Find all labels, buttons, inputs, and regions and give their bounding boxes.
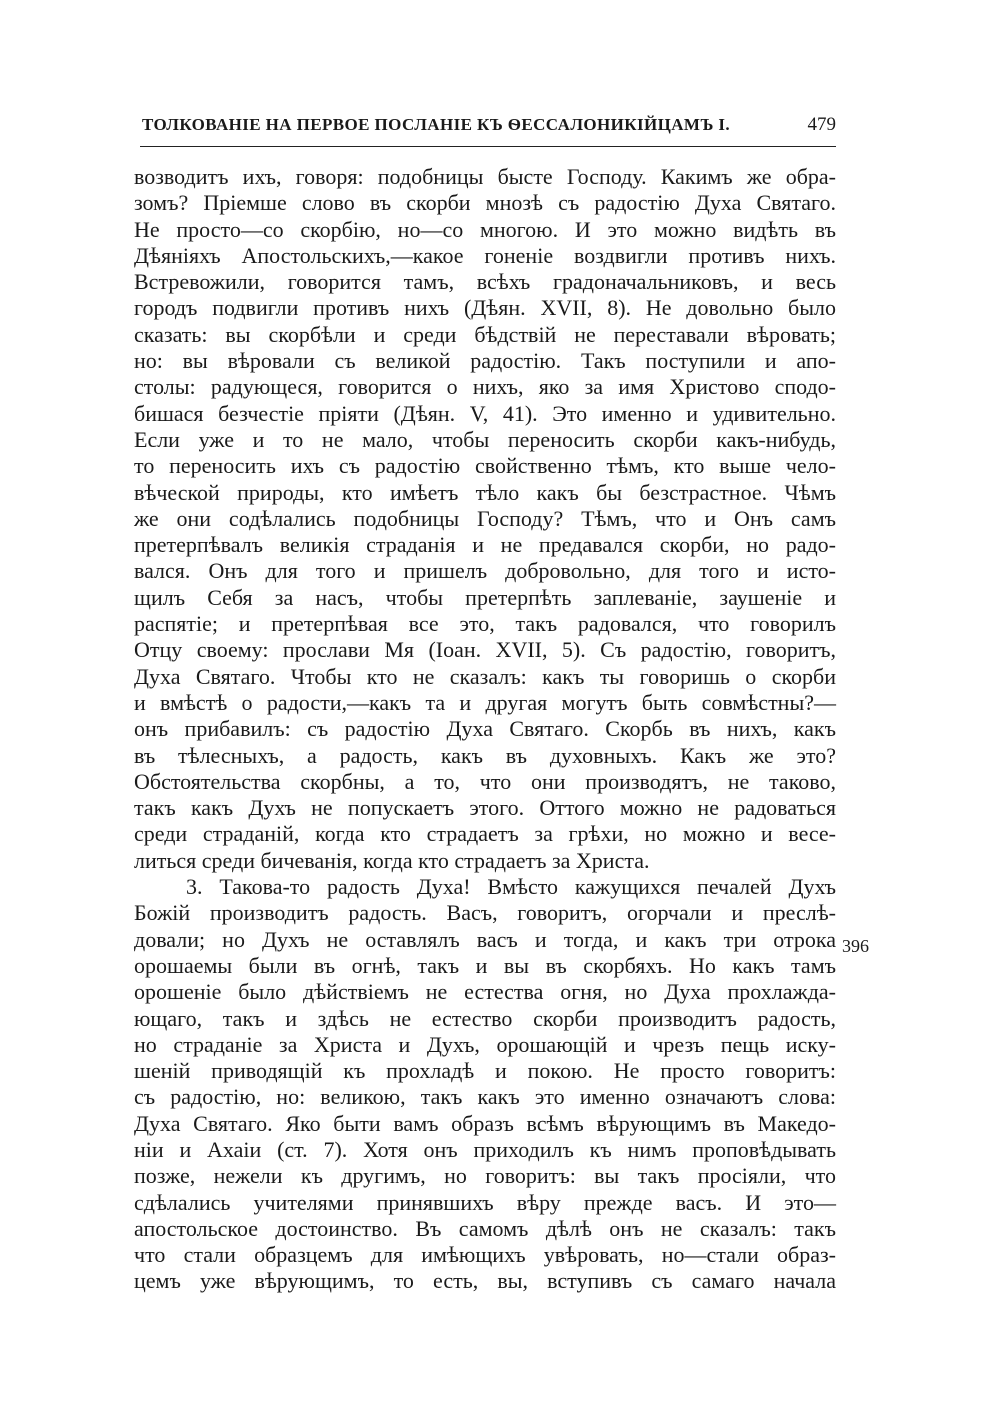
text-line: зомъ? Пріемше слово въ скорби мнозѣ съ радостію Духа Святаго.	[134, 190, 836, 216]
text-line: литься среди бичеванія, когда кто страдаетъ за Христа.	[134, 847, 650, 873]
text-line: Дѣяніяхъ Апостольскихъ,—какое гоненіе воздвигли противъ нихъ.	[134, 242, 836, 268]
text-line: ющаго, такъ и здѣсь не естество скорби производитъ радость,	[134, 1005, 836, 1031]
text-line: Божій производитъ радость. Васъ, говоритъ, огорчали и преслѣ-	[134, 900, 836, 926]
text-line: позже, нежели къ другимъ, но говоритъ: вы такъ просіяли, что	[134, 1163, 836, 1189]
text-line: онъ прибавилъ: съ радостію Духа Святаго. Скорбь въ нихъ, какъ	[134, 716, 836, 742]
running-header	[142, 114, 836, 136]
text-line: въ тѣлесныхъ, а радость, какъ въ духовныхъ. Какъ же это?	[134, 742, 836, 768]
text-line: и вмѣстѣ о радости,—какъ та и другая могутъ быть совмѣстны?—	[134, 689, 836, 715]
margin-page-reference: 396	[842, 936, 869, 956]
text-line: но: вы вѣровали съ великой радостію. Такъ поступили и апо-	[134, 348, 836, 374]
text-line: Отцу своему: прослави Мя (Іоан. XVII, 5). Съ радостію, говоритъ,	[134, 637, 836, 663]
text-line: Не просто—со скорбію, но—со многою. И это можно видѣть въ	[134, 216, 836, 242]
text-line: вался. Онъ для того и пришелъ добровольно, для того и исто-	[134, 558, 836, 584]
text-line: Встревожили, говорится тамъ, всѣхъ градоначальниковъ, и весь	[134, 269, 836, 295]
paragraph-start-line: 3. Такова-то радость Духа! Вмѣсто кажущихся печалей Духъ	[186, 874, 836, 900]
text-line: ніи и Ахаіи (ст. 7). Хотя онъ приходилъ къ нимъ проповѣдывать	[134, 1136, 836, 1162]
text-line: такъ какъ Духъ не попускаетъ этого. Оттого можно не радоваться	[134, 795, 836, 821]
text-line: Духа Святаго. Чтобы кто не сказалъ: какъ ты говоришь о скорби	[134, 663, 836, 689]
text-line: сказать: вы скорбѣли и среди бѣдствій не переставали вѣровать;	[134, 321, 836, 347]
text-line: распятіе; и претерпѣвая все это, такъ радовался, что говорилъ	[134, 611, 836, 637]
text-line: вѣческой природы, кто имѣетъ тѣло какъ бы безстрастное. Чѣмъ	[134, 479, 836, 505]
text-line: апостольское достоинство. Въ самомъ дѣлѣ онъ не сказалъ: такъ	[134, 1215, 836, 1241]
text-line: Обстоятельства скорбны, а то, что они производятъ, не таково,	[134, 768, 836, 794]
text-line: Если уже и то не мало, чтобы переносить скорби какъ-нибудь,	[134, 426, 836, 452]
text-line: орошаемы были въ огнѣ, такъ и вы въ скорбяхъ. Но какъ тамъ	[134, 952, 836, 978]
text-line: шеній приводящій къ прохладѣ и покою. Не просто говоритъ:	[134, 1058, 836, 1084]
running-title: ТОЛКОВАНІЕ НА ПЕРВОЕ ПОСЛАНІЕ КЪ ѲЕССАЛОНИКІЙЦАМЪ I.	[142, 115, 731, 134]
text-line: цемъ уже вѣрующимъ, то есть, вы, вступивъ съ самаго начала	[134, 1268, 836, 1294]
text-line: среди страданій, когда кто страдаетъ за грѣхи, но можно и весе-	[134, 821, 836, 847]
text-line: столы: радующеся, говорится о нихъ, яко за имя Христово сподо-	[134, 374, 836, 400]
text-line: сдѣлались учителями принявшихъ вѣру прежде васъ. И это—	[134, 1189, 836, 1215]
text-line: но страданіе за Христа и Духъ, орошающій и чрезъ пещь иску-	[134, 1031, 836, 1057]
page-number: 479	[807, 114, 836, 135]
text-line: городъ подвигли противъ нихъ (Дѣян. XVII, 8). Не довольно было	[134, 295, 836, 321]
text-line: что стали образцемъ для имѣющихъ увѣровать, но—стали образ-	[134, 1242, 836, 1268]
text-line: щилъ Себя за насъ, чтобы претерпѣть заплеваніе, заушеніе и	[134, 584, 836, 610]
text-line: бишася безчестіе пріяти (Дѣян. V, 41). Это именно и удивительно.	[134, 400, 836, 426]
text-line: съ радостію, но: великою, такъ какъ это именно означаютъ слова:	[134, 1084, 836, 1110]
text-line: возводитъ ихъ, говоря: подобницы бысте Господу. Какимъ же обра-	[134, 164, 836, 189]
text-line: же они содѣлались подобницы Господу? Тѣмъ, что и Онъ самъ	[134, 505, 836, 531]
text-line: Духа Святаго. Яко быти вамъ образъ всѣмъ вѣрующимъ въ Македо-	[134, 1110, 836, 1136]
body-text	[134, 164, 836, 1295]
text-line: довали; но Духъ не оставлялъ васъ и тогда, и какъ три отрока	[134, 926, 836, 952]
text-line: претерпѣвалъ великія страданія и не предавался скорби, но радо-	[134, 532, 836, 558]
header-rule	[140, 146, 836, 147]
text-line: то переносить ихъ съ радостію свойственно тѣмъ, кто выше чело-	[134, 453, 836, 479]
text-line: орошеніе было дѣйствіемъ не естества огня, но Духа прохлажда-	[134, 979, 836, 1005]
